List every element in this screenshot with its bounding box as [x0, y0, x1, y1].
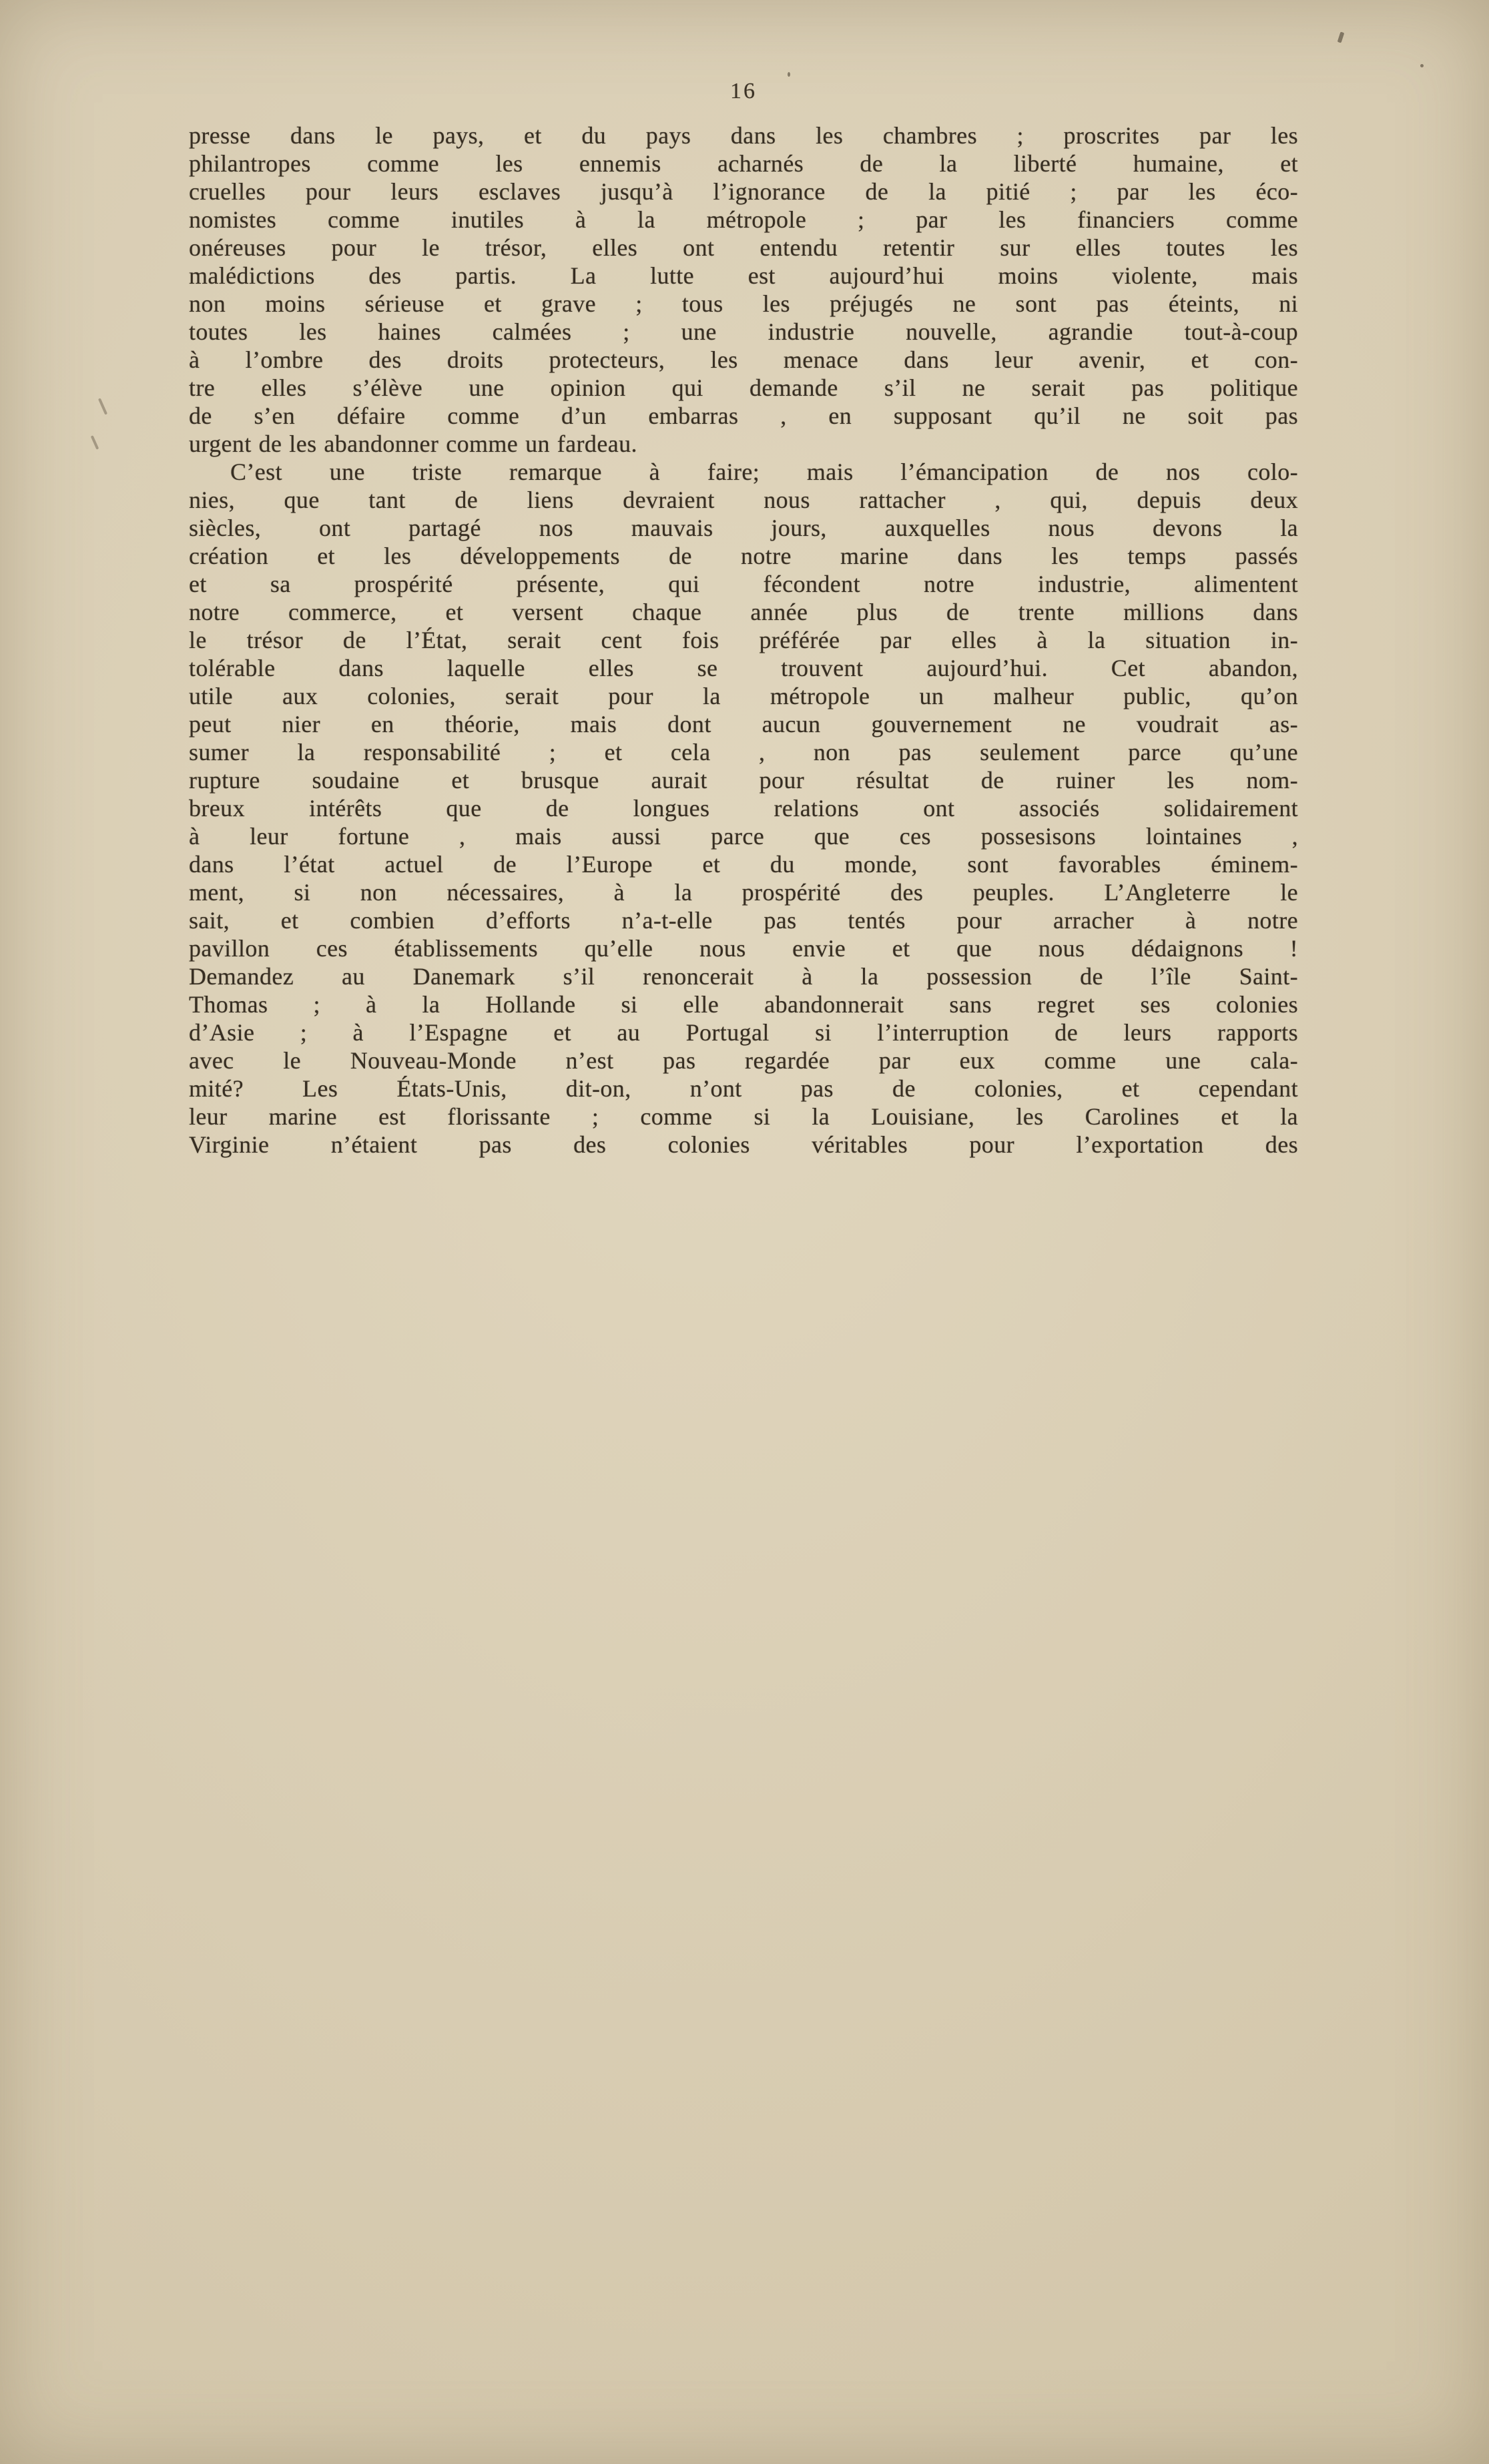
text-line: peut nier en théorie, mais dont aucun gouvernement ne voudrait as-: [189, 711, 1298, 737]
text-line: sait, et combien d’efforts n’a-t-elle pas tentés pour arracher à notre: [189, 907, 1298, 934]
scan-speck: [1420, 64, 1424, 67]
text-line: philantropes comme les ennemis acharnés de la liberté humaine, et: [189, 150, 1298, 177]
text-line: sumer la responsabilité ; et cela , non pas seulement parce qu’une: [189, 739, 1298, 765]
text-line: création et les développements de notre marine dans les temps passés: [189, 543, 1298, 569]
text-line: de s’en défaire comme d’un embarras , en supposant qu’il ne soit pas: [189, 402, 1298, 429]
text-line: notre commerce, et versent chaque année plus de trente millions dans: [189, 599, 1298, 625]
text-line: le trésor de l’État, serait cent fois préférée par elles à la situation in-: [189, 627, 1298, 653]
text-line: rupture soudaine et brusque aurait pour résultat de ruiner les nom-: [189, 767, 1298, 794]
text-line: leur marine est florissante ; comme si la Louisiane, les Carolines et la: [189, 1103, 1298, 1130]
text-line: Virginie n’étaient pas des colonies véritables pour l’exportation des: [189, 1131, 1298, 1158]
text-line: tolérable dans laquelle elles se trouvent aujourd’hui. Cet abandon,: [189, 655, 1298, 681]
page-number: 16: [730, 79, 757, 103]
text-line: nomistes comme inutiles à la métropole ; par les financiers comme: [189, 206, 1298, 233]
text-line: d’Asie ; à l’Espagne et au Portugal si l’interruption de leurs rapports: [189, 1019, 1298, 1046]
text-line: utile aux colonies, serait pour la métropole un malheur public, qu’on: [189, 683, 1298, 709]
text-line: Thomas ; à la Hollande si elle abandonnerait sans regret ses colonies: [189, 991, 1298, 1018]
text-line: onéreuses pour le trésor, elles ont entendu retentir sur elles toutes les: [189, 234, 1298, 261]
text-line: C’est une triste remarque à faire; mais l’émancipation de nos colo-: [230, 458, 1298, 485]
text-line: malédictions des partis. La lutte est aujourd’hui moins violente, mais: [189, 262, 1298, 289]
text-line: dans l’état actuel de l’Europe et du monde, sont favorables éminem-: [189, 851, 1298, 878]
scan-speck: [98, 398, 107, 414]
text-line: toutes les haines calmées ; une industrie nouvelle, agrandie tout-à-coup: [189, 318, 1298, 345]
scan-speck: [1337, 31, 1345, 43]
page-text: [189, 121, 1298, 1159]
text-line: siècles, ont partagé nos mauvais jours, auxquelles nous devons la: [189, 515, 1298, 541]
text-line: non moins sérieuse et grave ; tous les préjugés ne sont pas éteints, ni: [189, 290, 1298, 317]
text-line: à l’ombre des droits protecteurs, les menace dans leur avenir, et con-: [189, 346, 1298, 373]
text-line: presse dans le pays, et du pays dans les chambres ; proscrites par les: [189, 122, 1298, 149]
text-line: ment, si non nécessaires, à la prospérité des peuples. L’Angleterre le: [189, 879, 1298, 906]
text-line: nies, que tant de liens devraient nous rattacher , qui, depuis deux: [189, 487, 1298, 513]
text-line: tre elles s’élève une opinion qui demande s’il ne serait pas politique: [189, 374, 1298, 401]
text-line: cruelles pour leurs esclaves jusqu’à l’ignorance de la pitié ; par les éco-: [189, 178, 1298, 205]
text-line: mité? Les États-Unis, dit-on, n’ont pas de colonies, et cependant: [189, 1075, 1298, 1102]
text-line: à leur fortune , mais aussi parce que ces possesisons lointaines ,: [189, 823, 1298, 850]
scan-speck: [788, 72, 790, 77]
text-line: et sa prospérité présente, qui fécondent notre industrie, alimentent: [189, 571, 1298, 597]
text-line: urgent de les abandonner comme un fardeau.: [189, 430, 637, 457]
text-line: pavillon ces établissements qu’elle nous envie et que nous dédaignons !: [189, 935, 1298, 962]
text-line: Demandez au Danemark s’il renoncerait à la possession de l’île Saint-: [189, 963, 1298, 990]
text-line: avec le Nouveau-Monde n’est pas regardée par eux comme une cala-: [189, 1047, 1298, 1074]
scan-speck: [91, 435, 99, 450]
text-line: breux intérêts que de longues relations ont associés solidairement: [189, 795, 1298, 822]
